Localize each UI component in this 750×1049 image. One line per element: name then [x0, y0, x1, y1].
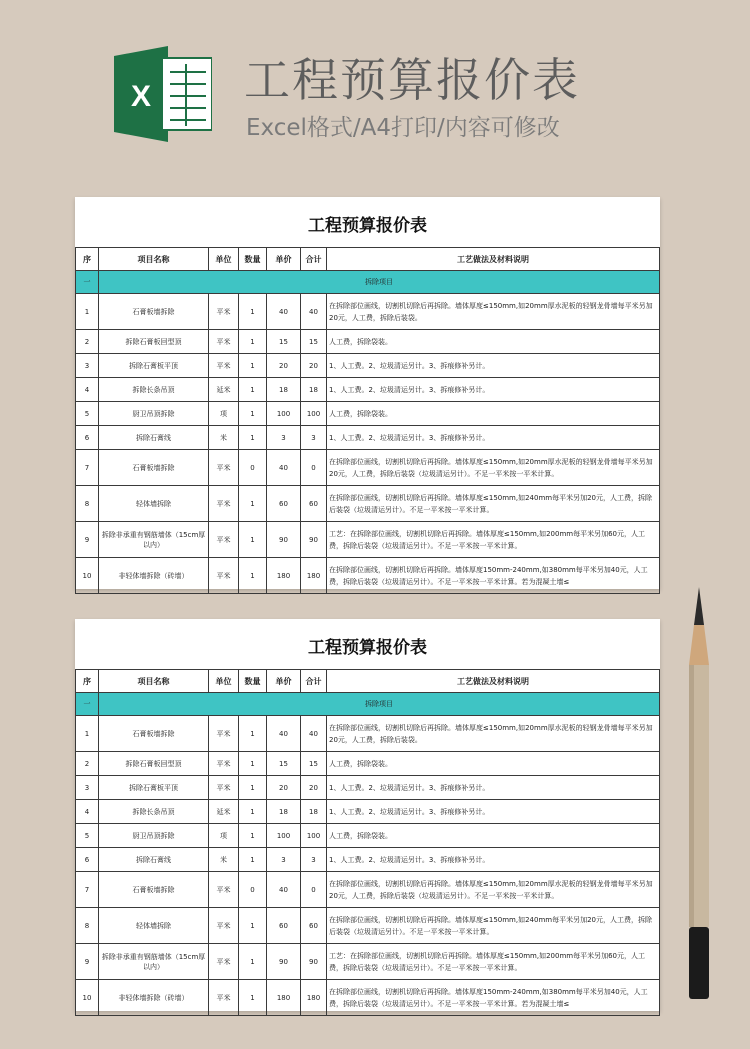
- item-name: 拆除石膏板回型顶: [99, 330, 209, 354]
- table-row: [76, 378, 660, 402]
- item-unit: 延米: [209, 378, 239, 402]
- table-row: [76, 776, 660, 800]
- spreadsheet-preview-2: [75, 619, 660, 1011]
- col-header: 工艺做法及材料说明: [327, 670, 660, 693]
- item-unit: 平米: [209, 354, 239, 378]
- row-index: 6: [76, 848, 99, 872]
- item-description: 在拆除部位画线，切割机切除后再拆除。墙体厚度150mm-240mm,如380mm每平米另加40元，人工费，拆除后装袋（垃圾清运另计）。不足一平米按一平米计算。若为混凝土墙≤: [327, 980, 660, 1016]
- table-row: [76, 486, 660, 522]
- item-unit: 项: [209, 402, 239, 426]
- item-total: 18: [301, 800, 327, 824]
- item-total: 15: [301, 330, 327, 354]
- row-index: 5: [76, 824, 99, 848]
- col-header: 合计: [301, 670, 327, 693]
- item-price: 180: [267, 980, 301, 1016]
- item-description: 1、人工费。2、垃圾清运另计。3、拆痕修补另计。: [327, 848, 660, 872]
- item-description: 人工费，拆除袋装。: [327, 330, 660, 354]
- item-total: 180: [301, 558, 327, 594]
- item-description: 1、人工费。2、垃圾清运另计。3、拆痕修补另计。: [327, 800, 660, 824]
- item-description: 在拆除部位画线，切割机切除后再拆除。墙体厚度≤150mm,如20mm厚水泥板的轻钢龙骨墙每平米另加20元，人工费，拆除后装袋（垃圾清运另计）。不足一平米按一平米计算。: [327, 450, 660, 486]
- item-price: 20: [267, 354, 301, 378]
- item-qty: 1: [239, 824, 267, 848]
- item-total: 18: [301, 378, 327, 402]
- item-qty: 1: [239, 378, 267, 402]
- item-name: 石膏板墙拆除: [99, 294, 209, 330]
- item-total: 90: [301, 522, 327, 558]
- item-name: 拆除石膏线: [99, 848, 209, 872]
- table-row: [76, 800, 660, 824]
- item-name: 拆除石膏线: [99, 426, 209, 450]
- col-header: 单价: [267, 670, 301, 693]
- sheet-title: 工程预算报价表: [308, 638, 427, 658]
- item-unit: 平米: [209, 776, 239, 800]
- table-header-row: [76, 670, 660, 693]
- table-header-row: [76, 248, 660, 271]
- table-row: [76, 294, 660, 330]
- row-index: 3: [76, 354, 99, 378]
- spreadsheet-preview-1: [75, 197, 660, 589]
- item-total: 0: [301, 872, 327, 908]
- item-description: 在拆除部位画线，切割机切除后再拆除。墙体厚度150mm-240mm,如380mm每平米另加40元，人工费，拆除后装袋（垃圾清运另计）。不足一平米按一平米计算。若为混凝土墙≤: [327, 558, 660, 594]
- item-unit: 平米: [209, 980, 239, 1016]
- item-qty: 1: [239, 776, 267, 800]
- item-total: 40: [301, 294, 327, 330]
- item-qty: 1: [239, 752, 267, 776]
- table-row: [76, 354, 660, 378]
- item-total: 20: [301, 776, 327, 800]
- item-total: 60: [301, 908, 327, 944]
- item-name: 轻体墙拆除: [99, 908, 209, 944]
- item-price: 60: [267, 486, 301, 522]
- item-unit: 平米: [209, 294, 239, 330]
- col-header: 项目名称: [99, 670, 209, 693]
- item-total: 180: [301, 980, 327, 1016]
- item-name: 石膏板墙拆除: [99, 450, 209, 486]
- section-index: 一: [76, 271, 99, 294]
- item-name: 轻体墙拆除: [99, 486, 209, 522]
- item-unit: 米: [209, 848, 239, 872]
- item-description: 1、人工费。2、垃圾清运另计。3、拆痕修补另计。: [327, 354, 660, 378]
- table-row: [76, 824, 660, 848]
- item-total: 3: [301, 848, 327, 872]
- item-description: 工艺：在拆除部位画线，切割机切除后再拆除。墙体厚度≤150mm,如200mm每平米另加60元，人工费，拆除后装袋（垃圾清运另计）。不足一平米按一平米计算。: [327, 522, 660, 558]
- item-unit: 平米: [209, 450, 239, 486]
- row-index: 2: [76, 330, 99, 354]
- table-row: [76, 330, 660, 354]
- item-qty: 1: [239, 426, 267, 450]
- item-description: 人工费，拆除袋装。: [327, 824, 660, 848]
- item-total: 60: [301, 486, 327, 522]
- item-qty: 1: [239, 944, 267, 980]
- section-name: 拆除项目: [99, 693, 660, 716]
- col-header: 工艺做法及材料说明: [327, 248, 660, 271]
- col-header: 序: [76, 248, 99, 271]
- item-qty: 1: [239, 522, 267, 558]
- item-description: 人工费，拆除袋装。: [327, 402, 660, 426]
- table-row: [76, 450, 660, 486]
- item-total: 20: [301, 354, 327, 378]
- item-unit: 平米: [209, 944, 239, 980]
- item-description: 在拆除部位画线，切割机切除后再拆除。墙体厚度≤150mm,如20mm厚水泥板的轻钢龙骨墙每平米另加20元，人工费，拆除后装袋。: [327, 716, 660, 752]
- section-index: 一: [76, 693, 99, 716]
- col-header: 数量: [239, 248, 267, 271]
- item-price: 20: [267, 776, 301, 800]
- item-unit: 平米: [209, 558, 239, 594]
- row-index: 1: [76, 716, 99, 752]
- item-description: 在拆除部位画线，切割机切除后再拆除。墙体厚度≤150mm,如20mm厚水泥板的轻钢龙骨墙每平米另加20元，人工费，拆除后装袋。: [327, 294, 660, 330]
- item-description: 在拆除部位画线，切割机切除后再拆除。墙体厚度≤150mm,如240mm每平米另加20元，人工费，拆除后装袋（垃圾清运另计）。不足一平米按一平米计算。: [327, 908, 660, 944]
- item-price: 100: [267, 402, 301, 426]
- item-price: 40: [267, 872, 301, 908]
- item-price: 40: [267, 294, 301, 330]
- item-qty: 0: [239, 872, 267, 908]
- item-qty: 1: [239, 980, 267, 1016]
- excel-icon: [114, 46, 212, 142]
- row-index: 6: [76, 426, 99, 450]
- budget-table: [75, 247, 660, 594]
- row-index: 3: [76, 776, 99, 800]
- row-index: 4: [76, 378, 99, 402]
- section-name: 拆除项目: [99, 271, 660, 294]
- item-qty: 1: [239, 716, 267, 752]
- item-total: 100: [301, 402, 327, 426]
- col-header: 单价: [267, 248, 301, 271]
- item-price: 40: [267, 450, 301, 486]
- table-row: [76, 426, 660, 450]
- item-price: 3: [267, 426, 301, 450]
- table-row: [76, 944, 660, 980]
- item-name: 拆除长条吊顶: [99, 378, 209, 402]
- section-row: [76, 271, 660, 294]
- col-header: 序: [76, 670, 99, 693]
- row-index: 5: [76, 402, 99, 426]
- item-description: 1、人工费。2、垃圾清运另计。3、拆痕修补另计。: [327, 426, 660, 450]
- item-name: 拆除非承重有钢筋墙体（15cm厚以内）: [99, 944, 209, 980]
- item-qty: 1: [239, 558, 267, 594]
- item-unit: 平米: [209, 908, 239, 944]
- item-unit: 平米: [209, 872, 239, 908]
- row-index: 1: [76, 294, 99, 330]
- item-unit: 平米: [209, 522, 239, 558]
- item-total: 15: [301, 752, 327, 776]
- item-unit: 项: [209, 824, 239, 848]
- table-row: [76, 716, 660, 752]
- table-row: [76, 752, 660, 776]
- item-unit: 平米: [209, 752, 239, 776]
- row-index: 10: [76, 980, 99, 1016]
- row-index: 7: [76, 872, 99, 908]
- table-row: [76, 908, 660, 944]
- item-price: 15: [267, 752, 301, 776]
- item-unit: 米: [209, 426, 239, 450]
- item-total: 90: [301, 944, 327, 980]
- item-description: 人工费，拆除袋装。: [327, 752, 660, 776]
- item-name: 拆除石膏板回型顶: [99, 752, 209, 776]
- item-name: 厨卫吊顶拆除: [99, 824, 209, 848]
- item-total: 3: [301, 426, 327, 450]
- page-title: 工程预算报价表: [244, 53, 580, 107]
- item-qty: 1: [239, 354, 267, 378]
- item-total: 100: [301, 824, 327, 848]
- row-index: 9: [76, 522, 99, 558]
- item-price: 100: [267, 824, 301, 848]
- budget-table: [75, 669, 660, 1016]
- item-description: 1、人工费。2、垃圾清运另计。3、拆痕修补另计。: [327, 776, 660, 800]
- item-qty: 1: [239, 486, 267, 522]
- item-qty: 1: [239, 908, 267, 944]
- row-index: 9: [76, 944, 99, 980]
- item-name: 拆除石膏板平顶: [99, 776, 209, 800]
- table-row: [76, 522, 660, 558]
- pencil-icon: [680, 585, 730, 1005]
- item-price: 40: [267, 716, 301, 752]
- col-header: 单位: [209, 670, 239, 693]
- item-price: 90: [267, 944, 301, 980]
- item-description: 工艺：在拆除部位画线，切割机切除后再拆除。墙体厚度≤150mm,如200mm每平米另加60元，人工费，拆除后装袋（垃圾清运另计）。不足一平米按一平米计算。: [327, 944, 660, 980]
- row-index: 4: [76, 800, 99, 824]
- item-qty: 1: [239, 848, 267, 872]
- item-name: 厨卫吊顶拆除: [99, 402, 209, 426]
- item-description: 1、人工费。2、垃圾清运另计。3、拆痕修补另计。: [327, 378, 660, 402]
- item-qty: 0: [239, 450, 267, 486]
- sheet-title: 工程预算报价表: [308, 216, 427, 236]
- item-unit: 平米: [209, 486, 239, 522]
- section-row: [76, 693, 660, 716]
- item-price: 180: [267, 558, 301, 594]
- col-header: 项目名称: [99, 248, 209, 271]
- item-name: 拆除长条吊顶: [99, 800, 209, 824]
- item-total: 0: [301, 450, 327, 486]
- item-qty: 1: [239, 330, 267, 354]
- row-index: 10: [76, 558, 99, 594]
- item-qty: 1: [239, 402, 267, 426]
- page-subtitle: Excel格式/A4打印/内容可修改: [246, 115, 560, 141]
- item-price: 60: [267, 908, 301, 944]
- col-header: 单位: [209, 248, 239, 271]
- table-row: [76, 402, 660, 426]
- item-unit: 平米: [209, 716, 239, 752]
- item-unit: 平米: [209, 330, 239, 354]
- item-name: 拆除非承重有钢筋墙体（15cm厚以内）: [99, 522, 209, 558]
- item-name: 非轻体墙拆除（砖墙）: [99, 980, 209, 1016]
- item-name: 非轻体墙拆除（砖墙）: [99, 558, 209, 594]
- table-row: [76, 848, 660, 872]
- item-unit: 延米: [209, 800, 239, 824]
- item-total: 40: [301, 716, 327, 752]
- item-qty: 1: [239, 294, 267, 330]
- item-name: 石膏板墙拆除: [99, 716, 209, 752]
- item-price: 90: [267, 522, 301, 558]
- item-price: 15: [267, 330, 301, 354]
- table-row: [76, 558, 660, 594]
- item-price: 3: [267, 848, 301, 872]
- table-row: [76, 980, 660, 1016]
- item-qty: 1: [239, 800, 267, 824]
- row-index: 8: [76, 908, 99, 944]
- item-price: 18: [267, 378, 301, 402]
- item-name: 拆除石膏板平顶: [99, 354, 209, 378]
- excel-logo-letter: X: [130, 80, 152, 113]
- item-name: 石膏板墙拆除: [99, 872, 209, 908]
- item-price: 18: [267, 800, 301, 824]
- row-index: 2: [76, 752, 99, 776]
- item-description: 在拆除部位画线，切割机切除后再拆除。墙体厚度≤150mm,如240mm每平米另加20元，人工费，拆除后装袋（垃圾清运另计）。不足一平米按一平米计算。: [327, 486, 660, 522]
- col-header: 数量: [239, 670, 267, 693]
- table-row: [76, 872, 660, 908]
- row-index: 8: [76, 486, 99, 522]
- row-index: 7: [76, 450, 99, 486]
- col-header: 合计: [301, 248, 327, 271]
- item-description: 在拆除部位画线，切割机切除后再拆除。墙体厚度≤150mm,如20mm厚水泥板的轻钢龙骨墙每平米另加20元，人工费，拆除后装袋（垃圾清运另计）。不足一平米按一平米计算。: [327, 872, 660, 908]
